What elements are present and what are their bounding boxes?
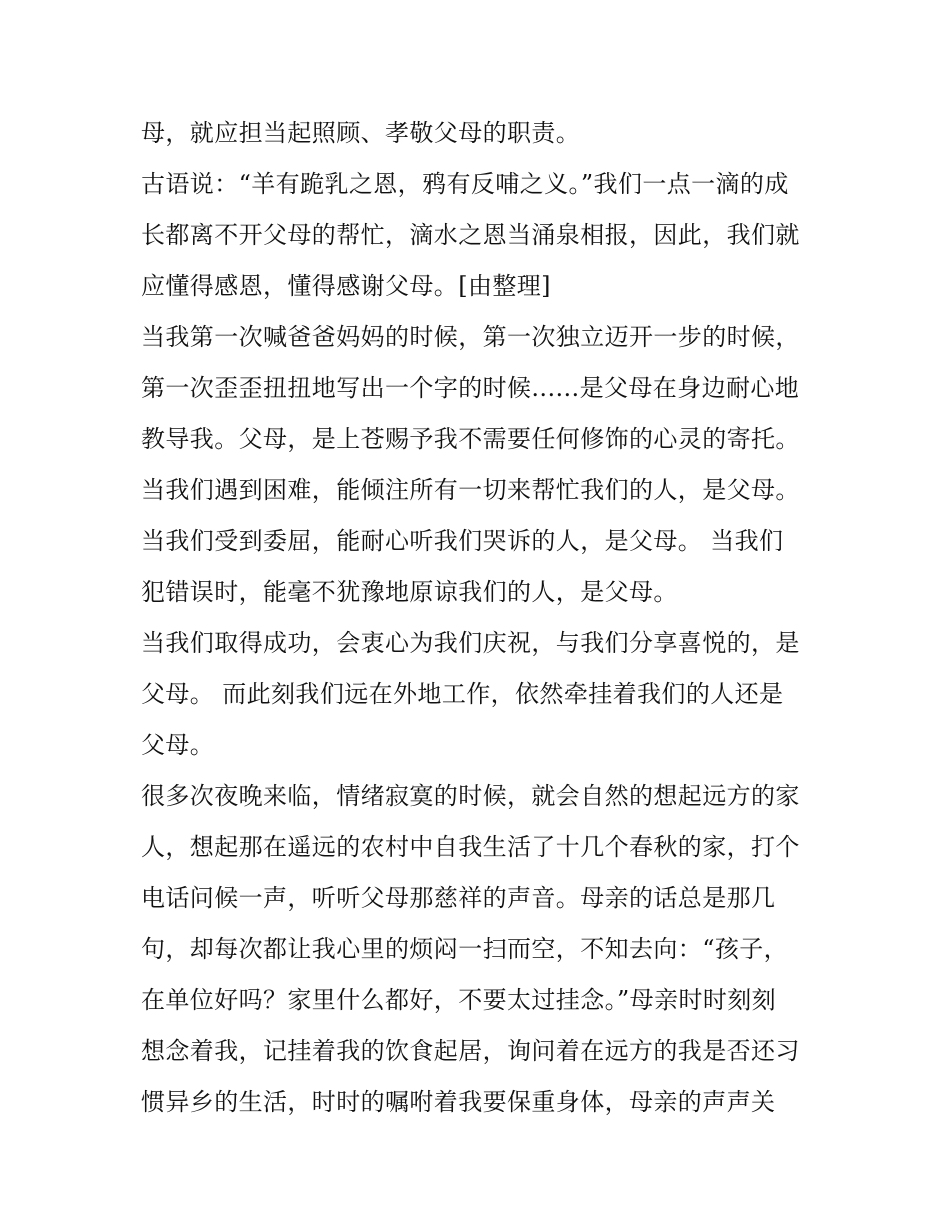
- document-body: [141, 108, 821, 1128]
- text-line: 应懂得感恩，懂得感谢父母。[由整理]: [141, 272, 551, 300]
- text-line: 古语说：“羊有跪乳之恩，鸦有反哺之义。”我们一点一滴的成: [141, 170, 789, 198]
- text-line: 母，就应担当起照顾、孝敬父母的职责。: [141, 119, 581, 147]
- text-line: 长都离不开父母的帮忙，滴水之恩当涌泉相报，因此，我们就: [141, 221, 800, 249]
- text-line: 教导我。父母，是上苍赐予我不需要任何修饰的心灵的寄托。: [141, 425, 800, 453]
- text-line: 当我们受到委屈，能耐心听我们哭诉的人，是父母。 当我们: [141, 527, 784, 555]
- text-line: 人，想起那在遥远的农村中自我生活了十几个春秋的家，打个: [141, 833, 800, 861]
- text-line: 犯错误时，能毫不犹豫地原谅我们的人，是父母。: [141, 578, 678, 606]
- text-line: 很多次夜晚来临，情绪寂寞的时候，就会自然的想起远方的家: [141, 782, 800, 810]
- text-line: 电话问候一声，听听父母那慈祥的声音。母亲的话总是那几: [141, 884, 776, 912]
- text-line: 惯异乡的生活，时时的嘱咐着我要保重身体，母亲的声声关: [141, 1088, 776, 1116]
- text-line: 在单位好吗？家里什么都好，不要太过挂念。”母亲时时刻刻: [141, 986, 777, 1014]
- text-line: 句，却每次都让我心里的烦闷一扫而空，不知去向：“孩子，: [141, 935, 789, 963]
- text-line: 当我们取得成功，会衷心为我们庆祝，与我们分享喜悦的，是: [141, 629, 800, 657]
- text-line: 父母。: [141, 731, 215, 759]
- text-line: 想念着我，记挂着我的饮食起居，询问着在远方的我是否还习: [141, 1037, 800, 1065]
- text-line: 当我第一次喊爸爸妈妈的时候，第一次独立迈开一步的时候，: [141, 323, 800, 351]
- text-line: 父母。 而此刻我们远在外地工作，依然牵挂着我们的人还是: [141, 680, 784, 708]
- text-line: 当我们遇到困难，能倾注所有一切来帮忙我们的人，是父母。: [141, 476, 800, 504]
- text-line: 第一次歪歪扭扭地写出一个字的时候......是父母在身边耐心地: [141, 374, 800, 402]
